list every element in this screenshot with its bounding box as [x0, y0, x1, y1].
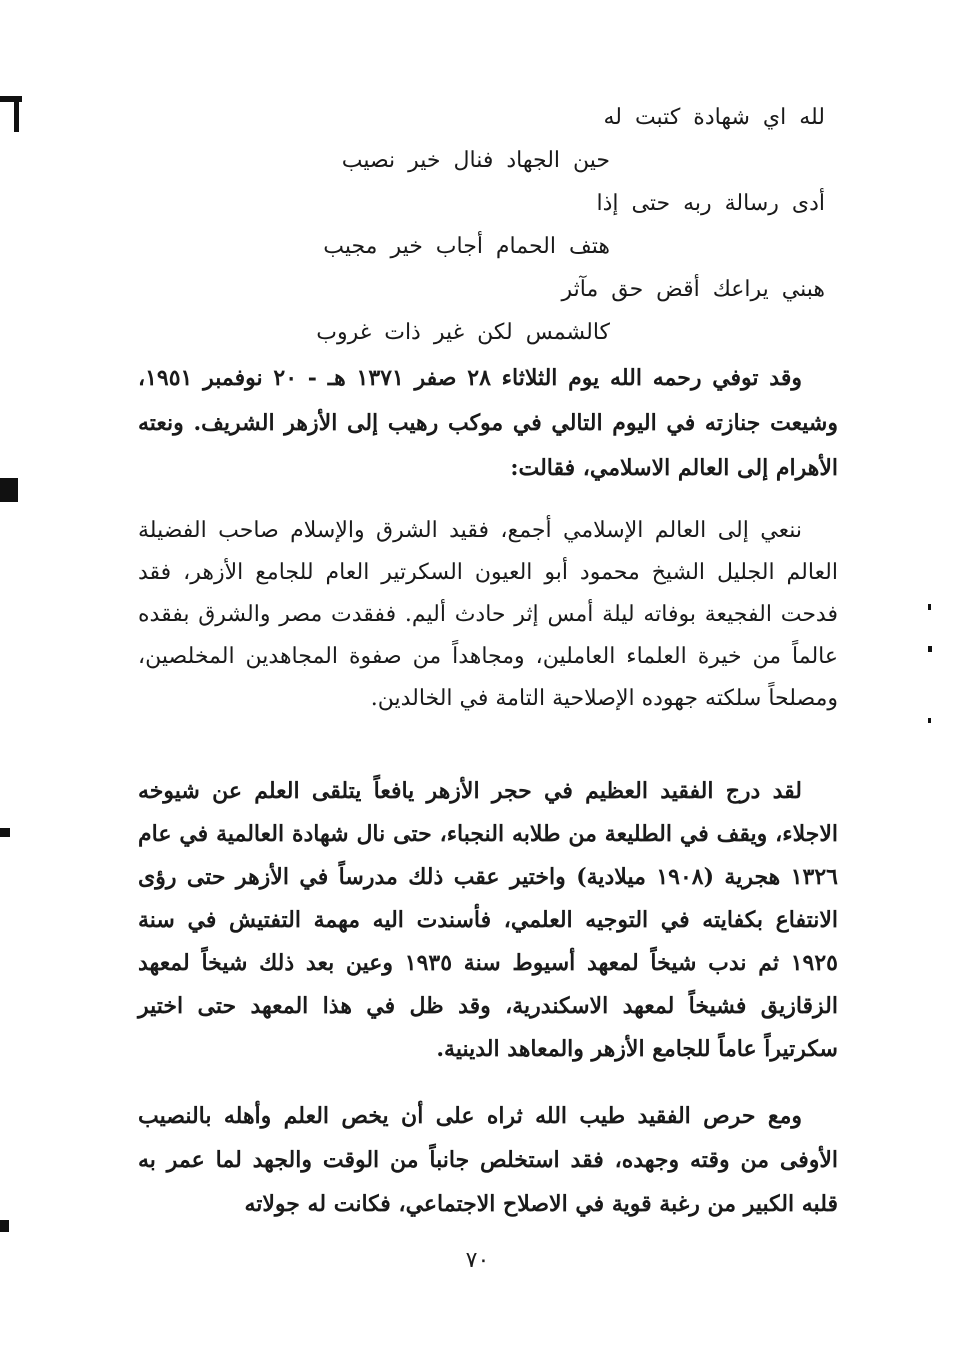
page-number: ٧٠: [465, 1248, 490, 1273]
intro-paragraph-block: [138, 356, 838, 491]
scan-mark-right-1: [928, 604, 931, 610]
scan-mark-lower-left: [0, 828, 10, 837]
scan-mark-right-3: [928, 718, 931, 723]
verse-2-first-hemistich: أدى رسالة ربه حتى إذا: [596, 191, 825, 216]
scan-mark-bottom-left: [0, 1220, 9, 1232]
verse-1-second-hemistich: حين الجهاد فنال خير نصيب: [341, 148, 610, 173]
closing-paragraph-block: [138, 1094, 838, 1226]
quoted-paragraph: ننعي إلى العالم الإسلامي أجمع، فقيد الشرق والإسلام صاحب الفضيلة العالم الجليل الشيخ محمود أبو العيون السكرتير العام للجامع الأزهر، فقد فدحت الفجيعة بوفاته ليلة أمس إثر حادث أليم. ففقدت مصر والشرق بفقده عالماً من خيرة العلماء العاملين، ومجاهداً من صفوة المجاهدين المخلصين، ومصلحاً سلكته جهوده الإصلاحية التامة في الخالدين.: [138, 518, 838, 711]
closing-paragraph: ومع حرص الفقيد طيب الله ثراه على أن يخص العلم وأهله بالنصيب الأوفى من وقته وجهده، فقد استخلص جانباً من الوقت والجهد لما عمر به قلبه الكبير من رغبة قوية في الاصلاح الاجتماعي، فكانت له جولاته: [138, 1103, 838, 1217]
verse-2-second-hemistich: هتف الحمام أجاب خير مجيب: [323, 234, 610, 259]
intro-paragraph: وقد توفي رحمه الله يوم الثلاثاء ٢٨ صفر ١٣٧١ هـ - ٢٠ نوفمبر ١٩٥١، وشيعت جنازته في اليوم التالي في موكب رهيب إلى الأزهر الشريف. ونعته الأهرام إلى العالم الاسلامي، فقالت:: [138, 365, 838, 481]
scan-mark-top-left-stem: [14, 96, 19, 132]
verse-3-first-hemistich: هبني يراعك أقض حق مآثر: [561, 277, 825, 302]
scan-mark-right-2: [928, 646, 932, 652]
biography-paragraph-block: [138, 770, 838, 1071]
quoted-paragraph-block: [138, 510, 838, 720]
scan-mark-mid-left: [0, 478, 18, 502]
biography-paragraph: لقد درج الفقيد العظيم في حجر الأزهر يافعاً يتلقى العلم عن شيوخه الاجلاء، ويقف في الطليعة من طلابه النجباء، حتى نال شهادة العالمية في عام ١٣٢٦ هجرية (١٩٠٨ ميلادية) واختير عقب ذلك مدرساً في الأزهر حتى رؤى الانتفاع بكفايته في التوجيه العلمي، فأسندت اليه مهمة التفتيش في سنة ١٩٢٥ ثم ندب شيخاً لمعهد أسيوط سنة ١٩٣٥ وعين بعد ذلك شيخاً لمعهد الزقازيق فشيخاً لمعهد الاسكندرية، وقد ظل في هذا المعهد حتى اختير سكرتيراً عاماً للجامع الأزهر والمعاهد الدينية.: [138, 778, 838, 1062]
verse-3-second-hemistich: كالشمس لكن غير ذات غروب: [316, 320, 610, 345]
poem: [150, 96, 850, 354]
verse-1-first-hemistich: لله اي شهادة كتبت له: [603, 105, 825, 130]
